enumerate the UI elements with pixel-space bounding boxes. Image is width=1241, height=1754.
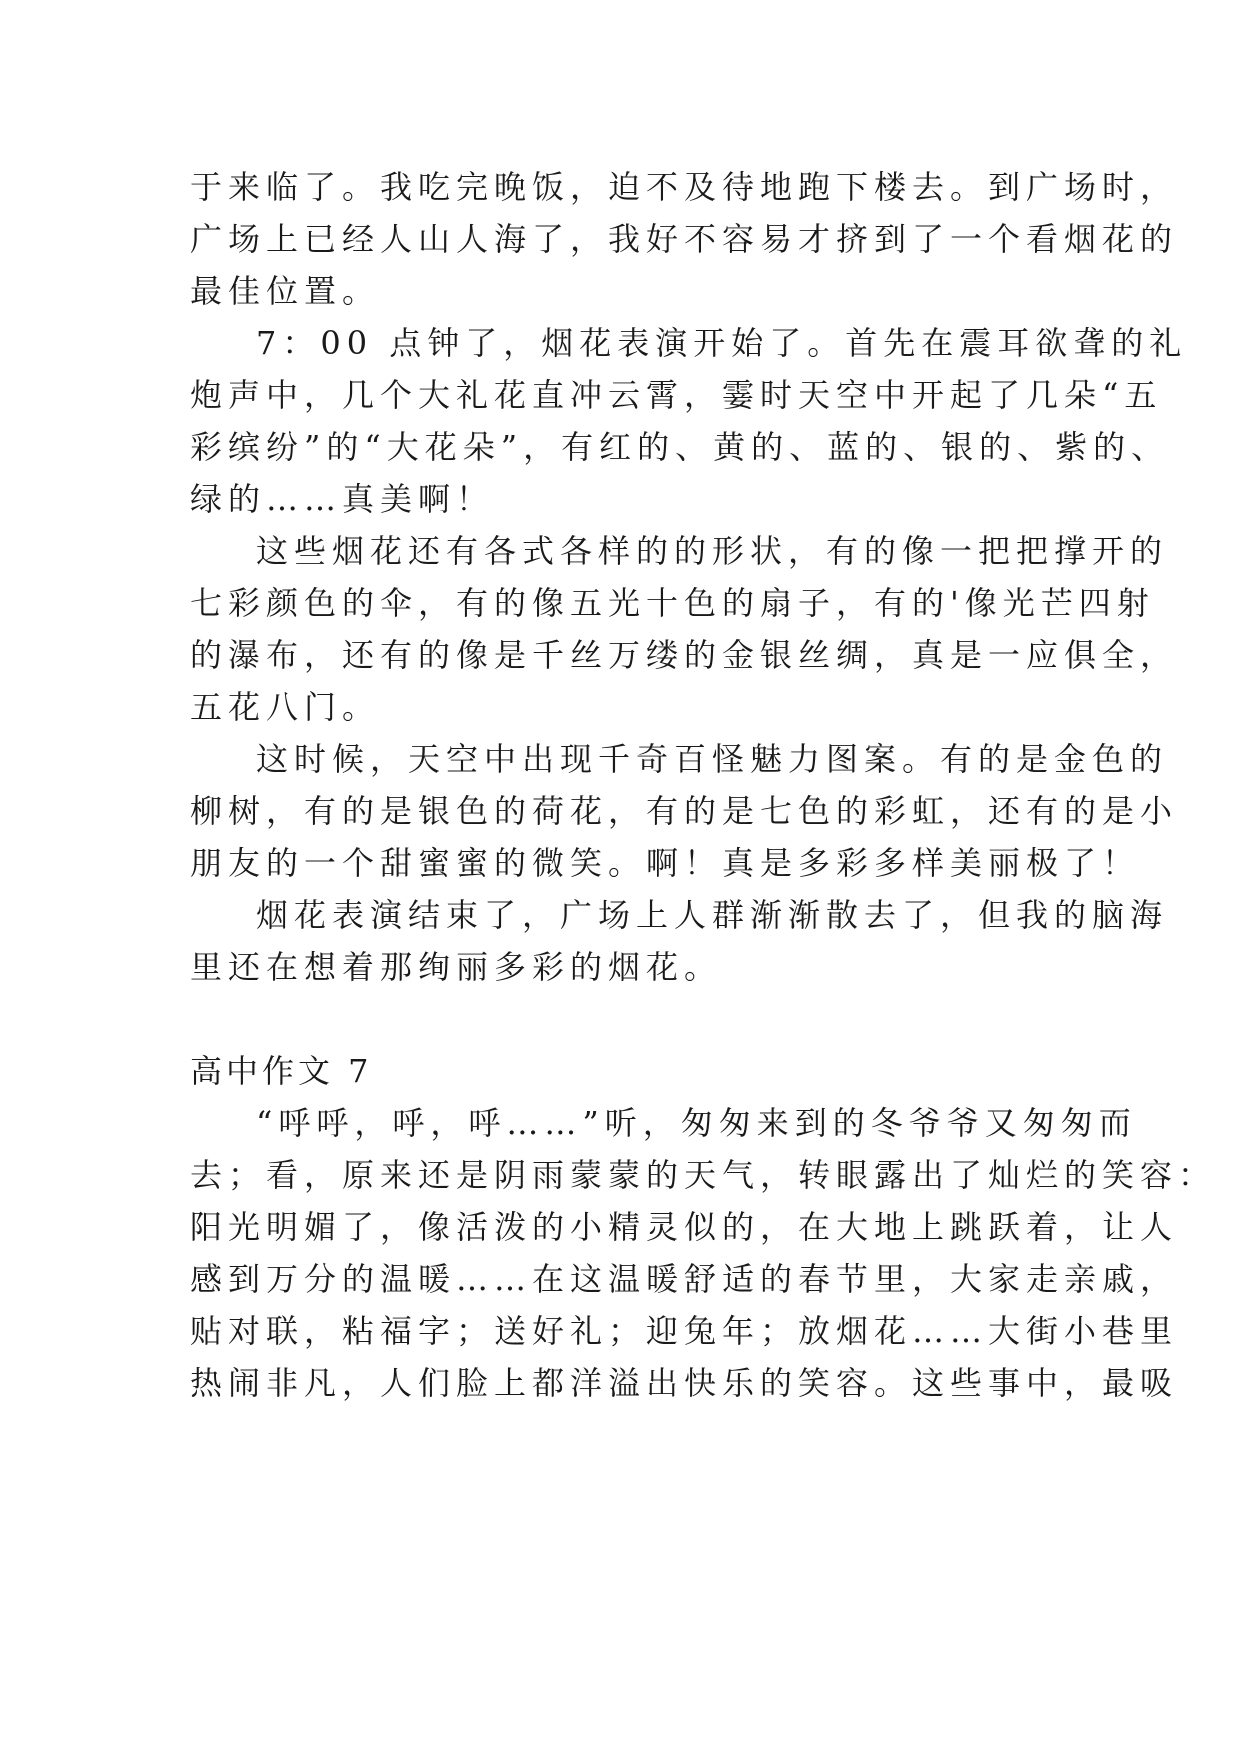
- text-line: 五花八门。: [190, 688, 381, 726]
- text-line: 里还在想着那绚丽多彩的烟花。: [190, 948, 723, 986]
- paragraph-start-line: 7：00 点钟了，烟花表演开始了。首先在震耳欲聋的礼: [256, 324, 1188, 362]
- paragraph-start-line: “呼呼，呼，呼……”听，匆匆来到的冬爷爷又匆匆而: [256, 1104, 1137, 1142]
- text-line: 炮声中，几个大礼花直冲云霄，霎时天空中开起了几朵“五: [190, 376, 1163, 414]
- text-line: 最佳位置。: [190, 272, 381, 310]
- text-line: 感到万分的温暖……在这温暖舒适的春节里，大家走亲戚，: [190, 1260, 1179, 1298]
- text-line: 朋友的一个甜蜜蜜的微笑。啊！真是多彩多样美丽极了！: [190, 844, 1141, 882]
- text-line: 绿的……真美啊！: [190, 480, 495, 518]
- text-line: 去；看，原来还是阴雨蒙蒙的天气，转眼露出了灿烂的笑容：: [190, 1156, 1217, 1194]
- text-line: 彩缤纷”的“大花朵”，有红的、黄的、蓝的、银的、紫的、: [190, 428, 1170, 466]
- text-line: 阳光明媚了，像活泼的小精灵似的，在大地上跳跃着，让人: [190, 1208, 1179, 1246]
- paragraph-start-line: 这时候，天空中出现千奇百怪魅力图案。有的是金色的: [256, 740, 1169, 778]
- section-heading: 高中作文 7: [190, 1052, 373, 1090]
- text-line: 热闹非凡，人们脸上都洋溢出快乐的笑容。这些事中，最吸: [190, 1364, 1179, 1402]
- paragraph-start-line: 这些烟花还有各式各样的的形状，有的像一把把撑开的: [256, 532, 1169, 570]
- text-line: 广场上已经人山人海了，我好不容易才挤到了一个看烟花的: [190, 220, 1179, 258]
- text-line: 的瀑布，还有的像是千丝万缕的金银丝绸，真是一应俱全，: [190, 636, 1179, 674]
- text-line: 七彩颜色的伞，有的像五光十色的扇子，有的'像光芒四射: [190, 584, 1155, 622]
- paragraph-start-line: 烟花表演结束了，广场上人群渐渐散去了，但我的脑海: [256, 896, 1169, 934]
- text-line: 于来临了。我吃完晚饭，迫不及待地跑下楼去。到广场时，: [190, 168, 1179, 206]
- text-line: 柳树，有的是银色的荷花，有的是七色的彩虹，还有的是小: [190, 792, 1179, 830]
- text-line: 贴对联，粘福字；送好礼；迎兔年；放烟花……大街小巷里: [190, 1312, 1179, 1350]
